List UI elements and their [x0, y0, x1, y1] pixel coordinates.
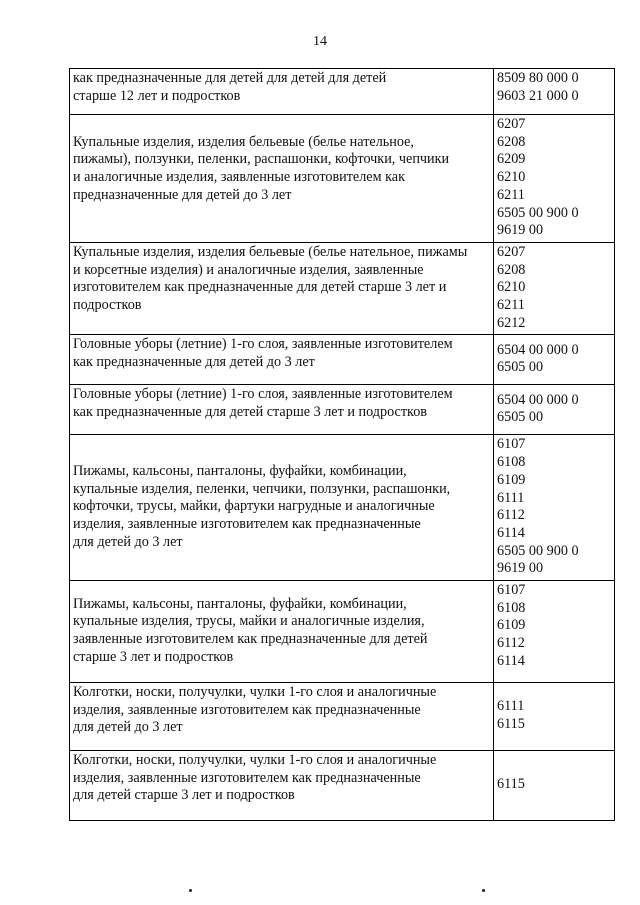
code-value: 6211: [497, 297, 525, 314]
code-cell: [494, 435, 615, 581]
code-value: 6112: [497, 507, 525, 524]
description-text: как предназначенные для детей для детей для детей старше 12 лет и подростков: [73, 70, 387, 104]
description-cell: [70, 335, 494, 385]
code-value: 6207: [497, 116, 526, 132]
description-text: Купальные изделия, изделия бельевые (белье нательное, пижамы и корсетные изделия) и аналогичные изделия, заявленные изготовителем как предназначенные для детей старше 3 лет и подростков: [73, 243, 468, 314]
description-cell: [70, 385, 494, 435]
code-value: 6505 00 900 0: [497, 542, 579, 559]
description-cell: [70, 751, 494, 821]
table-row: [70, 242, 615, 335]
description-text: Купальные изделия, изделия бельевые (белье нательное, пижамы), ползунки, пеленки, распашонки, кофточки, чепчики и аналогичные изделия, заявленные изготовителем как предназначенные для детей до 3 лет: [73, 133, 450, 203]
code-value: 6208: [497, 133, 526, 150]
description-text: Головные уборы (летние) 1-го слоя, заявленные изготовителем как предназначенные для детей старше 3 лет и подростков: [73, 386, 453, 421]
description-cell: [70, 435, 494, 581]
code-value: 6109: [497, 471, 526, 488]
code-cell: [494, 115, 615, 243]
table-row: [70, 683, 615, 751]
code-cell: [494, 385, 615, 435]
description-text: Головные уборы (летние) 1-го слоя, заявленные изготовителем как предназначенные для детей до 3 лет: [73, 336, 453, 371]
description-cell: [70, 581, 494, 683]
code-value: 6114: [497, 524, 525, 541]
code-value: 6504 00 000 0: [497, 341, 579, 358]
code-value: 6108: [497, 454, 526, 471]
table-row: [70, 335, 615, 385]
description-cell: [70, 683, 494, 751]
code-value: 9603 21 000 0: [497, 87, 579, 104]
description-cell: [70, 69, 494, 115]
description-text: Колготки, носки, получулки, чулки 1-го слоя и аналогичные изделия, заявленные изготовителем как предназначенные для детей старше 3 лет и подростков: [73, 752, 437, 804]
scan-speck: [189, 889, 192, 892]
description-text: Пижамы, кальсоны, панталоны, фуфайки, комбинации, купальные изделия, трусы, майки и аналогичные изделия, заявленные изготовителем как предназначенные для детей старше 3 лет и подростков: [73, 595, 428, 665]
code-value: 6111: [497, 698, 525, 715]
page-number: 14: [313, 34, 327, 49]
code-value: 6114: [497, 652, 525, 669]
table-row: [70, 385, 615, 435]
code-cell: [494, 242, 615, 335]
table-row: [70, 581, 615, 683]
code-value: 6505 00: [497, 359, 544, 376]
code-cell: [494, 69, 615, 115]
code-value: 6207: [497, 243, 526, 260]
table-row: [70, 69, 615, 115]
code-value: 6111: [497, 489, 525, 506]
code-value: 6210: [497, 279, 526, 296]
description-cell: [70, 242, 494, 335]
code-value: 6209: [497, 151, 526, 168]
code-value: 6109: [497, 617, 526, 634]
table-row: [70, 435, 615, 581]
code-value: 6504 00 000 0: [497, 391, 579, 408]
code-cell: [494, 751, 615, 821]
code-value: 6107: [497, 436, 526, 453]
code-value: 6505 00 900 0: [497, 204, 579, 221]
code-value: 6505 00: [497, 409, 544, 426]
product-code-table: [69, 68, 615, 821]
code-value: 9619 00: [497, 560, 544, 577]
code-value: 6212: [497, 314, 526, 331]
code-value: 9619 00: [497, 222, 544, 239]
scan-speck: [482, 889, 485, 892]
description-cell: [70, 115, 494, 243]
description-text: Колготки, носки, получулки, чулки 1-го слоя и аналогичные изделия, заявленные изготовителем как предназначенные для детей до 3 лет: [73, 684, 437, 736]
code-value: 6115: [497, 716, 525, 733]
code-value: 6211: [497, 186, 525, 203]
code-value: 6210: [497, 169, 526, 186]
code-cell: [494, 581, 615, 683]
code-cell: [494, 335, 615, 385]
code-value: 6108: [497, 599, 526, 616]
code-value: 6112: [497, 635, 525, 652]
description-text: Пижамы, кальсоны, панталоны, фуфайки, комбинации, купальные изделия, пеленки, чепчики, ползунки, распашонки, кофточки, трусы, майки, фартуки нагрудные и аналогичные изделия, заявленные изготовителем как предназначенные для детей до 3 лет: [73, 462, 451, 550]
code-value: 8509 80 000 0: [497, 70, 579, 86]
table-row: [70, 115, 615, 243]
code-cell: [494, 683, 615, 751]
code-value: 6115: [497, 776, 525, 793]
code-value: 6208: [497, 261, 526, 278]
table-row: [70, 751, 615, 821]
code-value: 6107: [497, 582, 526, 599]
